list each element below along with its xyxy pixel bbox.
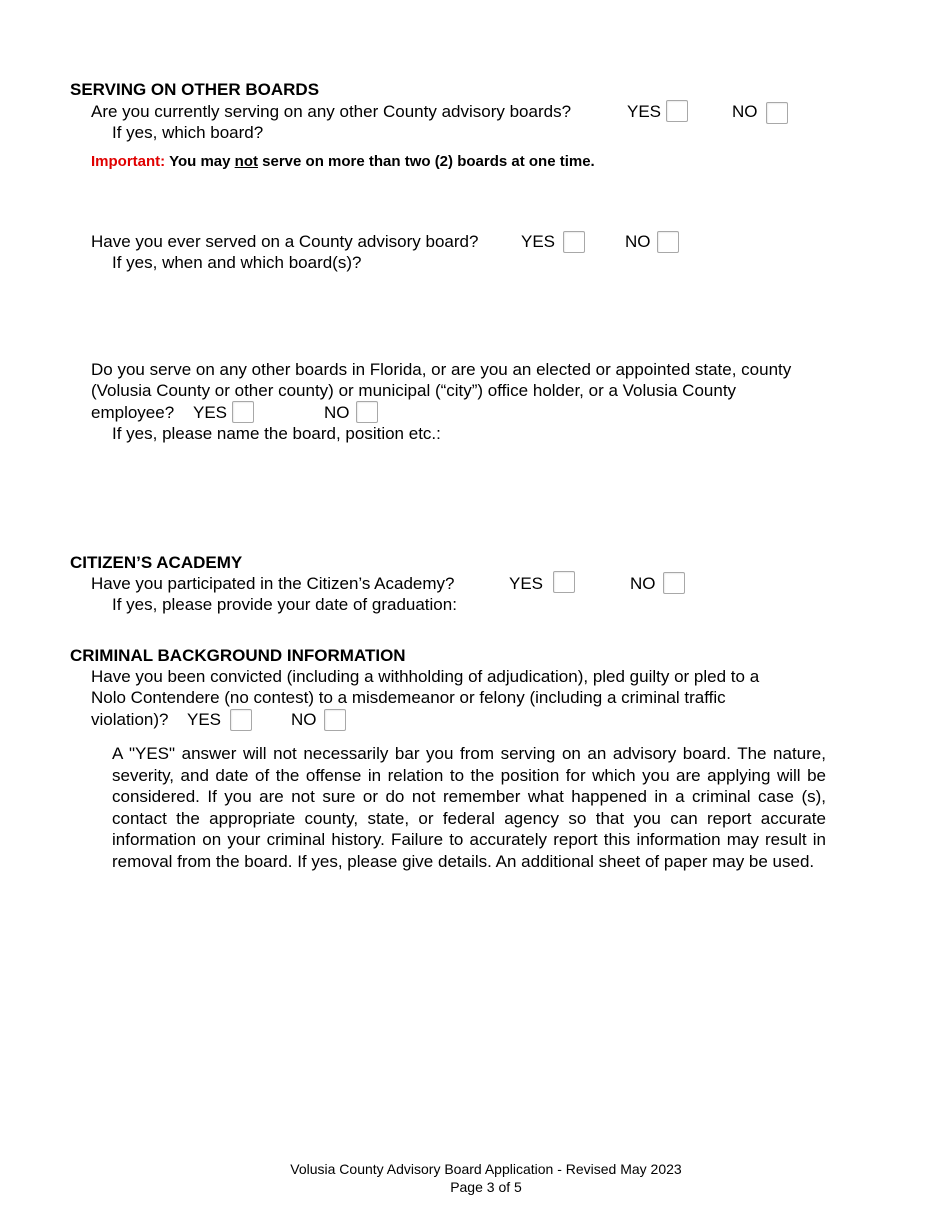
question-academy: Have you participated in the Citizen’s Academy? (91, 574, 455, 593)
ever-served-yes-checkbox[interactable] (563, 231, 585, 253)
yes-label: YES (521, 232, 556, 251)
section-heading-serving: SERVING ON OTHER BOARDS (70, 80, 320, 99)
no-label: NO (630, 574, 656, 593)
no-label: NO (732, 102, 758, 121)
yes-label: YES (627, 102, 662, 121)
question-other-boards-line2: (Volusia County or other county) or municipal (“city”) office holder, or a Volusia County (91, 381, 737, 400)
question-other-boards-line3: employee? (91, 403, 175, 422)
ever-served-no-checkbox[interactable] (657, 231, 679, 253)
question-criminal-line3: violation)? (91, 710, 169, 729)
question-current-boards: Are you currently serving on any other County advisory boards? (91, 102, 572, 121)
important-note: Important: You may not serve on more than two (2) boards at one time. (91, 153, 595, 170)
no-label: NO (324, 403, 350, 422)
footer-title: Volusia County Advisory Board Application - Revised May 2023 (290, 1161, 682, 1177)
question-other-boards-followup: If yes, please name the board, position etc.: (112, 424, 441, 443)
question-other-boards-line1: Do you serve on any other boards in Florida, or are you an elected or appointed state, county (91, 360, 792, 379)
important-not: not (234, 153, 258, 170)
criminal-no-checkbox[interactable] (324, 709, 346, 731)
question-current-boards-followup: If yes, which board? (112, 123, 264, 142)
no-label: NO (291, 710, 317, 729)
other-boards-yes-checkbox[interactable] (232, 401, 254, 423)
footer-page-number: Page 3 of 5 (450, 1179, 522, 1195)
question-academy-followup: If yes, please provide your date of graduation: (112, 595, 457, 614)
question-ever-served: Have you ever served on a County advisory board? (91, 232, 479, 251)
criminal-explanation: A "YES" answer will not necessarily bar you from serving on an advisory board. The nature, severity, and date of the offense in relation to the position for which you are applying will be considered. If you are not sure or do not remember what happened in a criminal case (s), contact the appropriate county, state, or federal agency so that you can report accurate information on your criminal history. Failure to accurately report this information may result in removal from the board. If yes, please give details. An additional sheet of paper may be used. (112, 744, 826, 871)
yes-label: YES (193, 403, 228, 422)
question-ever-served-followup: If yes, when and which board(s)? (112, 253, 362, 272)
criminal-yes-checkbox[interactable] (230, 709, 252, 731)
no-label: NO (625, 232, 651, 251)
question-criminal-line2: Nolo Contendere (no contest) to a misdemeanor or felony (including a criminal traffic (91, 688, 726, 707)
other-boards-no-checkbox[interactable] (356, 401, 378, 423)
important-label: Important: (91, 153, 166, 170)
current-boards-no-checkbox[interactable] (766, 102, 788, 124)
academy-no-checkbox[interactable] (663, 572, 685, 594)
section-heading-criminal: CRIMINAL BACKGROUND INFORMATION (70, 646, 406, 665)
yes-label: YES (509, 574, 544, 593)
section-heading-academy: CITIZEN’S ACADEMY (70, 553, 243, 572)
yes-label: YES (187, 710, 222, 729)
current-boards-yes-checkbox[interactable] (666, 100, 688, 122)
academy-yes-checkbox[interactable] (553, 571, 575, 593)
question-criminal-line1: Have you been convicted (including a withholding of adjudication), pled guilty or pled to a (91, 667, 760, 686)
